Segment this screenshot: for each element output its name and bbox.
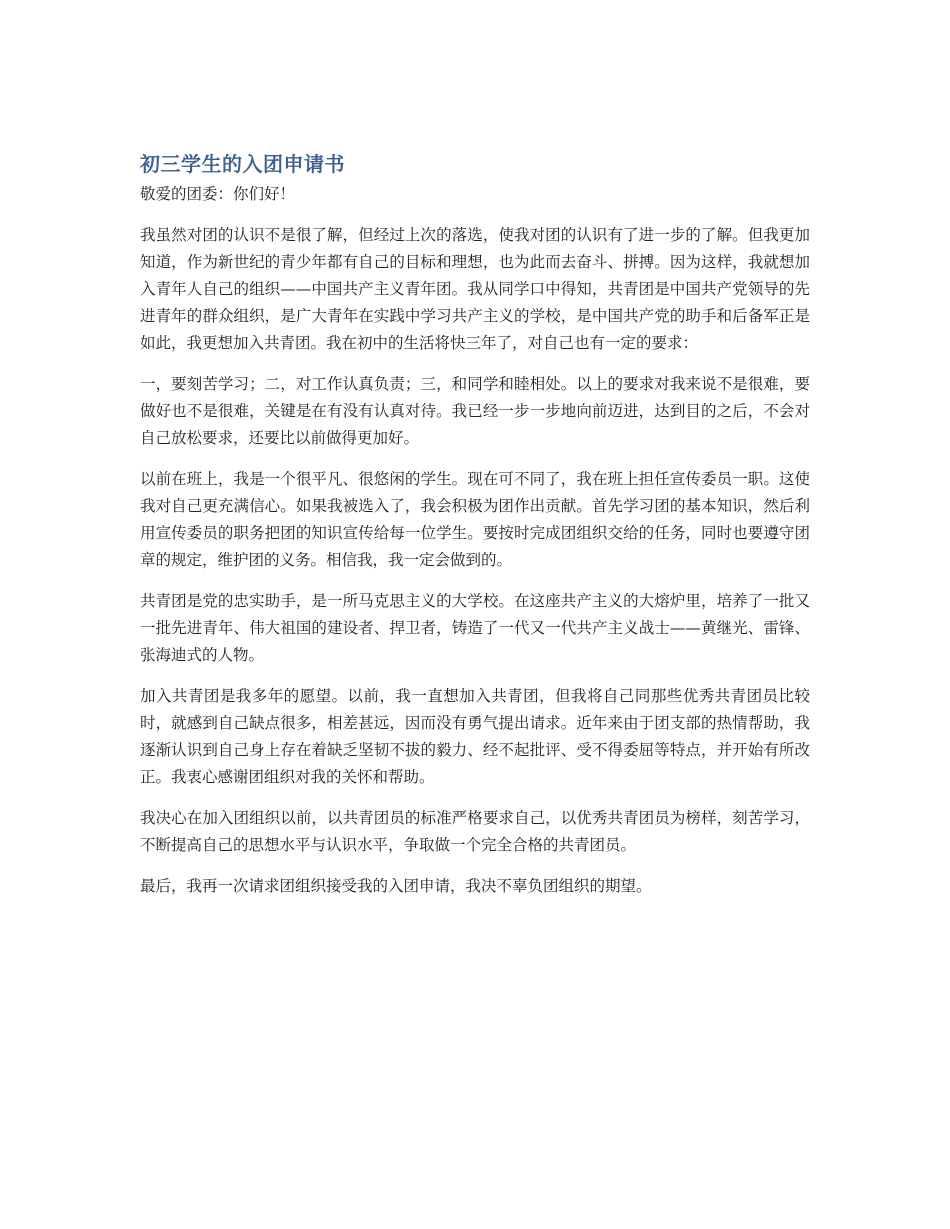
document-body [140, 150, 810, 914]
paragraph-4: 共青团是党的忠实助手，是一所马克思主义的大学校。在这座共产主义的大熔炉里，培养了一批又一批先进青年、伟大祖国的建设者、捍卫者，铸造了一代又一代共产主义战士——黄继光、雷锋、张海迪式的人物。 [140, 592, 810, 664]
paragraph-3: 以前在班上，我是一个很平凡、很悠闲的学生。现在可不同了，我在班上担任宣传委员一职。这使我对自己更充满信心。如果我被选入了，我会积极为团作出贡献。首先学习团的基本知识，然后利用宣传委员的职务把团的知识宣传给每一位学生。要按时完成团组织交给的任务，同时也要遵守团章的规定，维护团的义务。相信我，我一定会做到的。 [140, 470, 810, 569]
greeting-line: 敬爱的团委：你们好！ [140, 185, 296, 203]
paragraph-6: 我决心在加入团组织以前，以共青团员的标准严格要求自己，以优秀共青团员为榜样，刻苦学习，不断提高自己的思想水平与认识水平，争取做一个完全合格的共青团员。 [140, 809, 810, 854]
paragraph-2: 一，要刻苦学习；二，对工作认真负责；三，和同学和睦相处。以上的要求对我来说不是很难，要做好也不是很难，关键是在有没有认真对待。我已经一步一步地向前迈进，达到目的之后，不会对自己放松要求，还要比以前做得更加好。 [140, 375, 810, 447]
paragraph-1: 我虽然对团的认识不是很了解，但经过上次的落选，使我对团的认识有了进一步的了解。但我更加知道，作为新世纪的青少年都有自己的目标和理想，也为此而去奋斗、拼搏。因为这样，我就想加入青年人自己的组织——中国共产主义青年团。我从同学口中得知，共青团是中国共产党领导的先进青年的群众组织，是广大青年在实践中学习共产主义的学校，是中国共产党的助手和后备军正是如此，我更想加入共青团。我在初中的生活将快三年了，对自己也有一定的要求： [140, 226, 810, 352]
paragraph-7: 最后，我再一次请求团组织接受我的入团申请，我决不辜负团组织的期望。 [140, 877, 652, 895]
document-title: 初三学生的入团申请书 [140, 152, 345, 176]
paragraph-5: 加入共青团是我多年的愿望。以前，我一直想加入共青团，但我将自己同那些优秀共青团员比较时，就感到自己缺点很多，相差甚远，因而没有勇气提出请求。近年来由于团支部的热情帮助，我逐渐认识到自己身上存在着缺乏坚韧不拔的毅力、经不起批评、受不得委屈等特点，并开始有所改正。我衷心感谢团组织对我的关怀和帮助。 [140, 687, 810, 786]
